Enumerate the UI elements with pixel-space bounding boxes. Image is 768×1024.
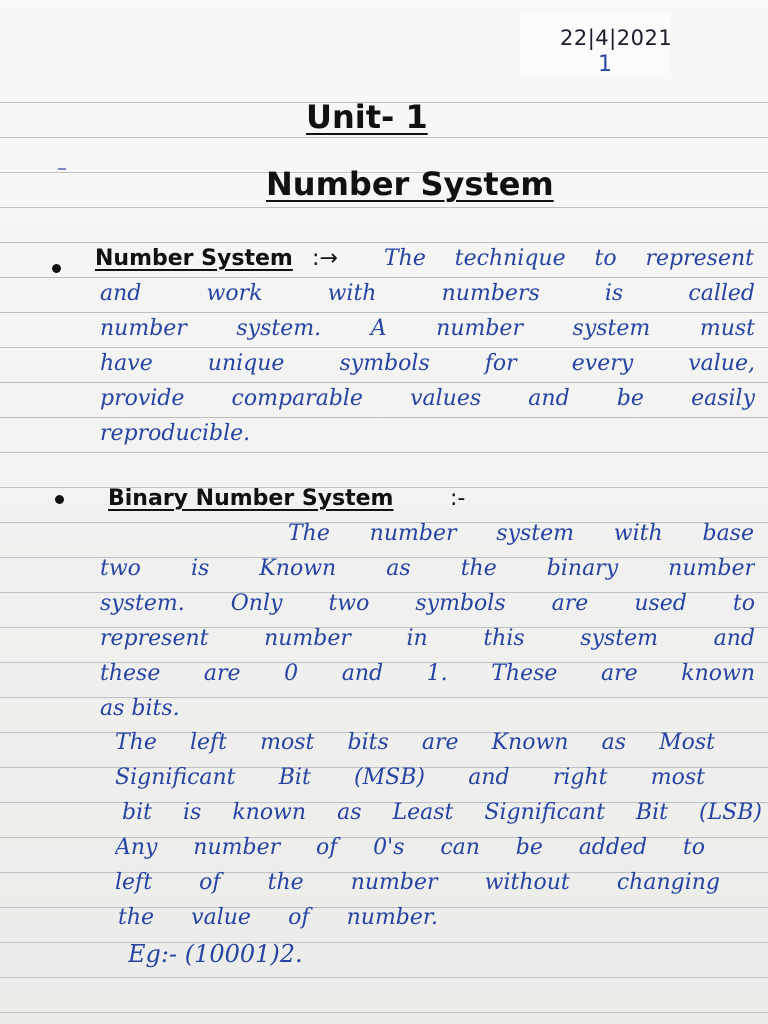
section-heading-number-system: Number System (95, 246, 293, 271)
text-line: reproducible. (100, 421, 251, 446)
heading-suffix: :- (450, 486, 466, 511)
ruled-line (0, 347, 768, 348)
ruled-line (0, 207, 768, 208)
text-line: Significant Bit (MSB) and right most (115, 765, 705, 790)
ruled-line (0, 277, 768, 278)
example-line: Eg:- (10001)2. (128, 940, 303, 968)
text-line: and work with numbers is called (100, 281, 755, 306)
ink-mark (58, 168, 66, 170)
text-line: these are 0 and 1. These are known (100, 661, 755, 686)
text-line: two is Known as the binary number (100, 556, 755, 581)
ruled-line (0, 242, 768, 243)
page-title: Number System (266, 165, 554, 203)
bullet-icon (52, 264, 61, 273)
text-line: system. Only two symbols are used to (100, 591, 755, 616)
ruled-line (0, 312, 768, 313)
text-line: the value of number. (118, 905, 438, 930)
unit-title: Unit- 1 (306, 98, 428, 136)
text-line: have unique symbols for every value, (100, 351, 755, 376)
page-number: 1 (598, 52, 612, 77)
text-line: Any number of 0's can be added to (115, 835, 705, 860)
arrow-icon: :→ (312, 246, 338, 271)
text-line: provide comparable values and be easily (100, 386, 755, 411)
ruled-line (0, 382, 768, 383)
text-line: The technique to represent (384, 246, 754, 271)
text-line: left of the number without changing (115, 870, 720, 895)
ruled-line (0, 452, 768, 453)
text-line: as bits. (100, 696, 180, 721)
text-line: The number system with base (288, 521, 754, 546)
text-line: number system. A number system must (100, 316, 755, 341)
bullet-icon (55, 495, 64, 504)
section-heading-binary: Binary Number System (108, 486, 394, 511)
text-line: The left most bits are Known as Most (115, 730, 715, 755)
ruled-line (0, 1012, 768, 1013)
ruled-line (0, 977, 768, 978)
ruled-line (0, 417, 768, 418)
text-line: represent number in this system and (100, 626, 755, 651)
date: 22|4|2021 (560, 26, 673, 50)
text-line: bit is known as Least Significant Bit (LSB) (122, 800, 762, 825)
ruled-line (0, 137, 768, 138)
